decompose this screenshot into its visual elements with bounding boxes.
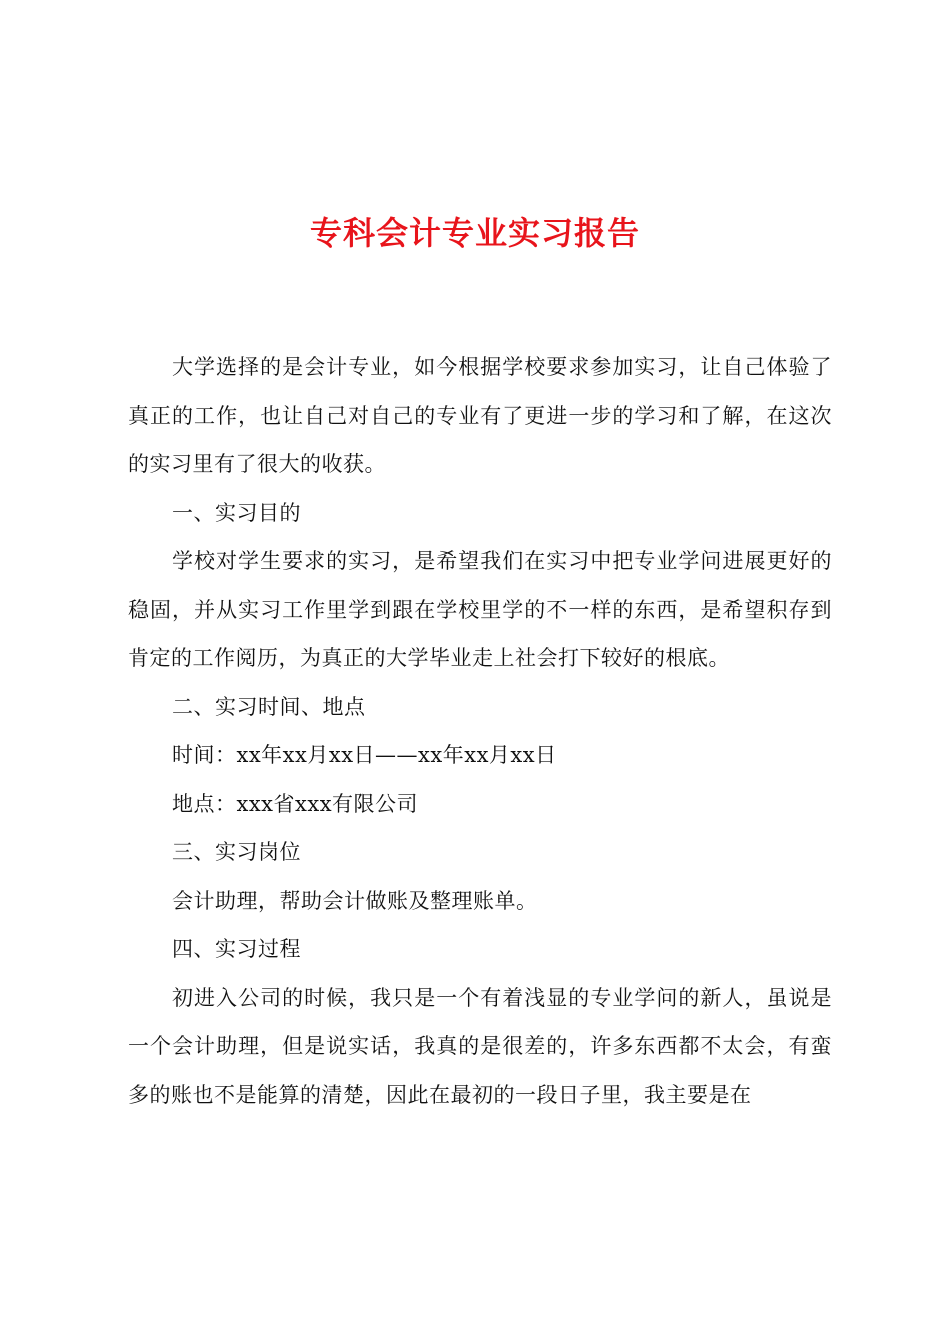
process-paragraph: 初进入公司的时候，我只是一个有着浅显的专业学问的新人，虽说是一个会计助理，但是说实话，我真的是很差的，许多东西都不太会，有蛮多的账也不是能算的清楚，因此在最初的一段日子里，我主要是在: [128, 985, 832, 1107]
document-body: [128, 343, 832, 1119]
place-line: 地点：xxx省xxx有限公司: [172, 791, 419, 816]
intro-paragraph: 大学选择的是会计专业，如今根据学校要求参加实习，让自己体验了真正的工作，也让自己对自己的专业有了更进一步的学习和了解，在这次的实习里有了很大的收获。: [128, 355, 832, 476]
position-paragraph: 会计助理，帮助会计做账及整理账单。: [172, 888, 538, 913]
section-heading-position: 三、实习岗位: [172, 840, 301, 864]
section-heading-time-place: 二、实习时间、地点: [172, 694, 366, 719]
section-heading-process: 四、实习过程: [172, 937, 301, 961]
time-line: 时间：xx年xx月xx日——xx年xx月xx日: [172, 743, 557, 767]
document-title: 专科会计专业实习报告: [309, 214, 640, 252]
section-heading-purpose: 一、实习目的: [172, 500, 301, 525]
purpose-paragraph: 学校对学生要求的实习，是希望我们在实习中把专业学问进展更好的稳固，并从实习工作里学到跟在学校里学的不一样的东西，是希望积存到肯定的工作阅历，为真正的大学毕业走上社会打下较好的根底。: [128, 549, 832, 670]
